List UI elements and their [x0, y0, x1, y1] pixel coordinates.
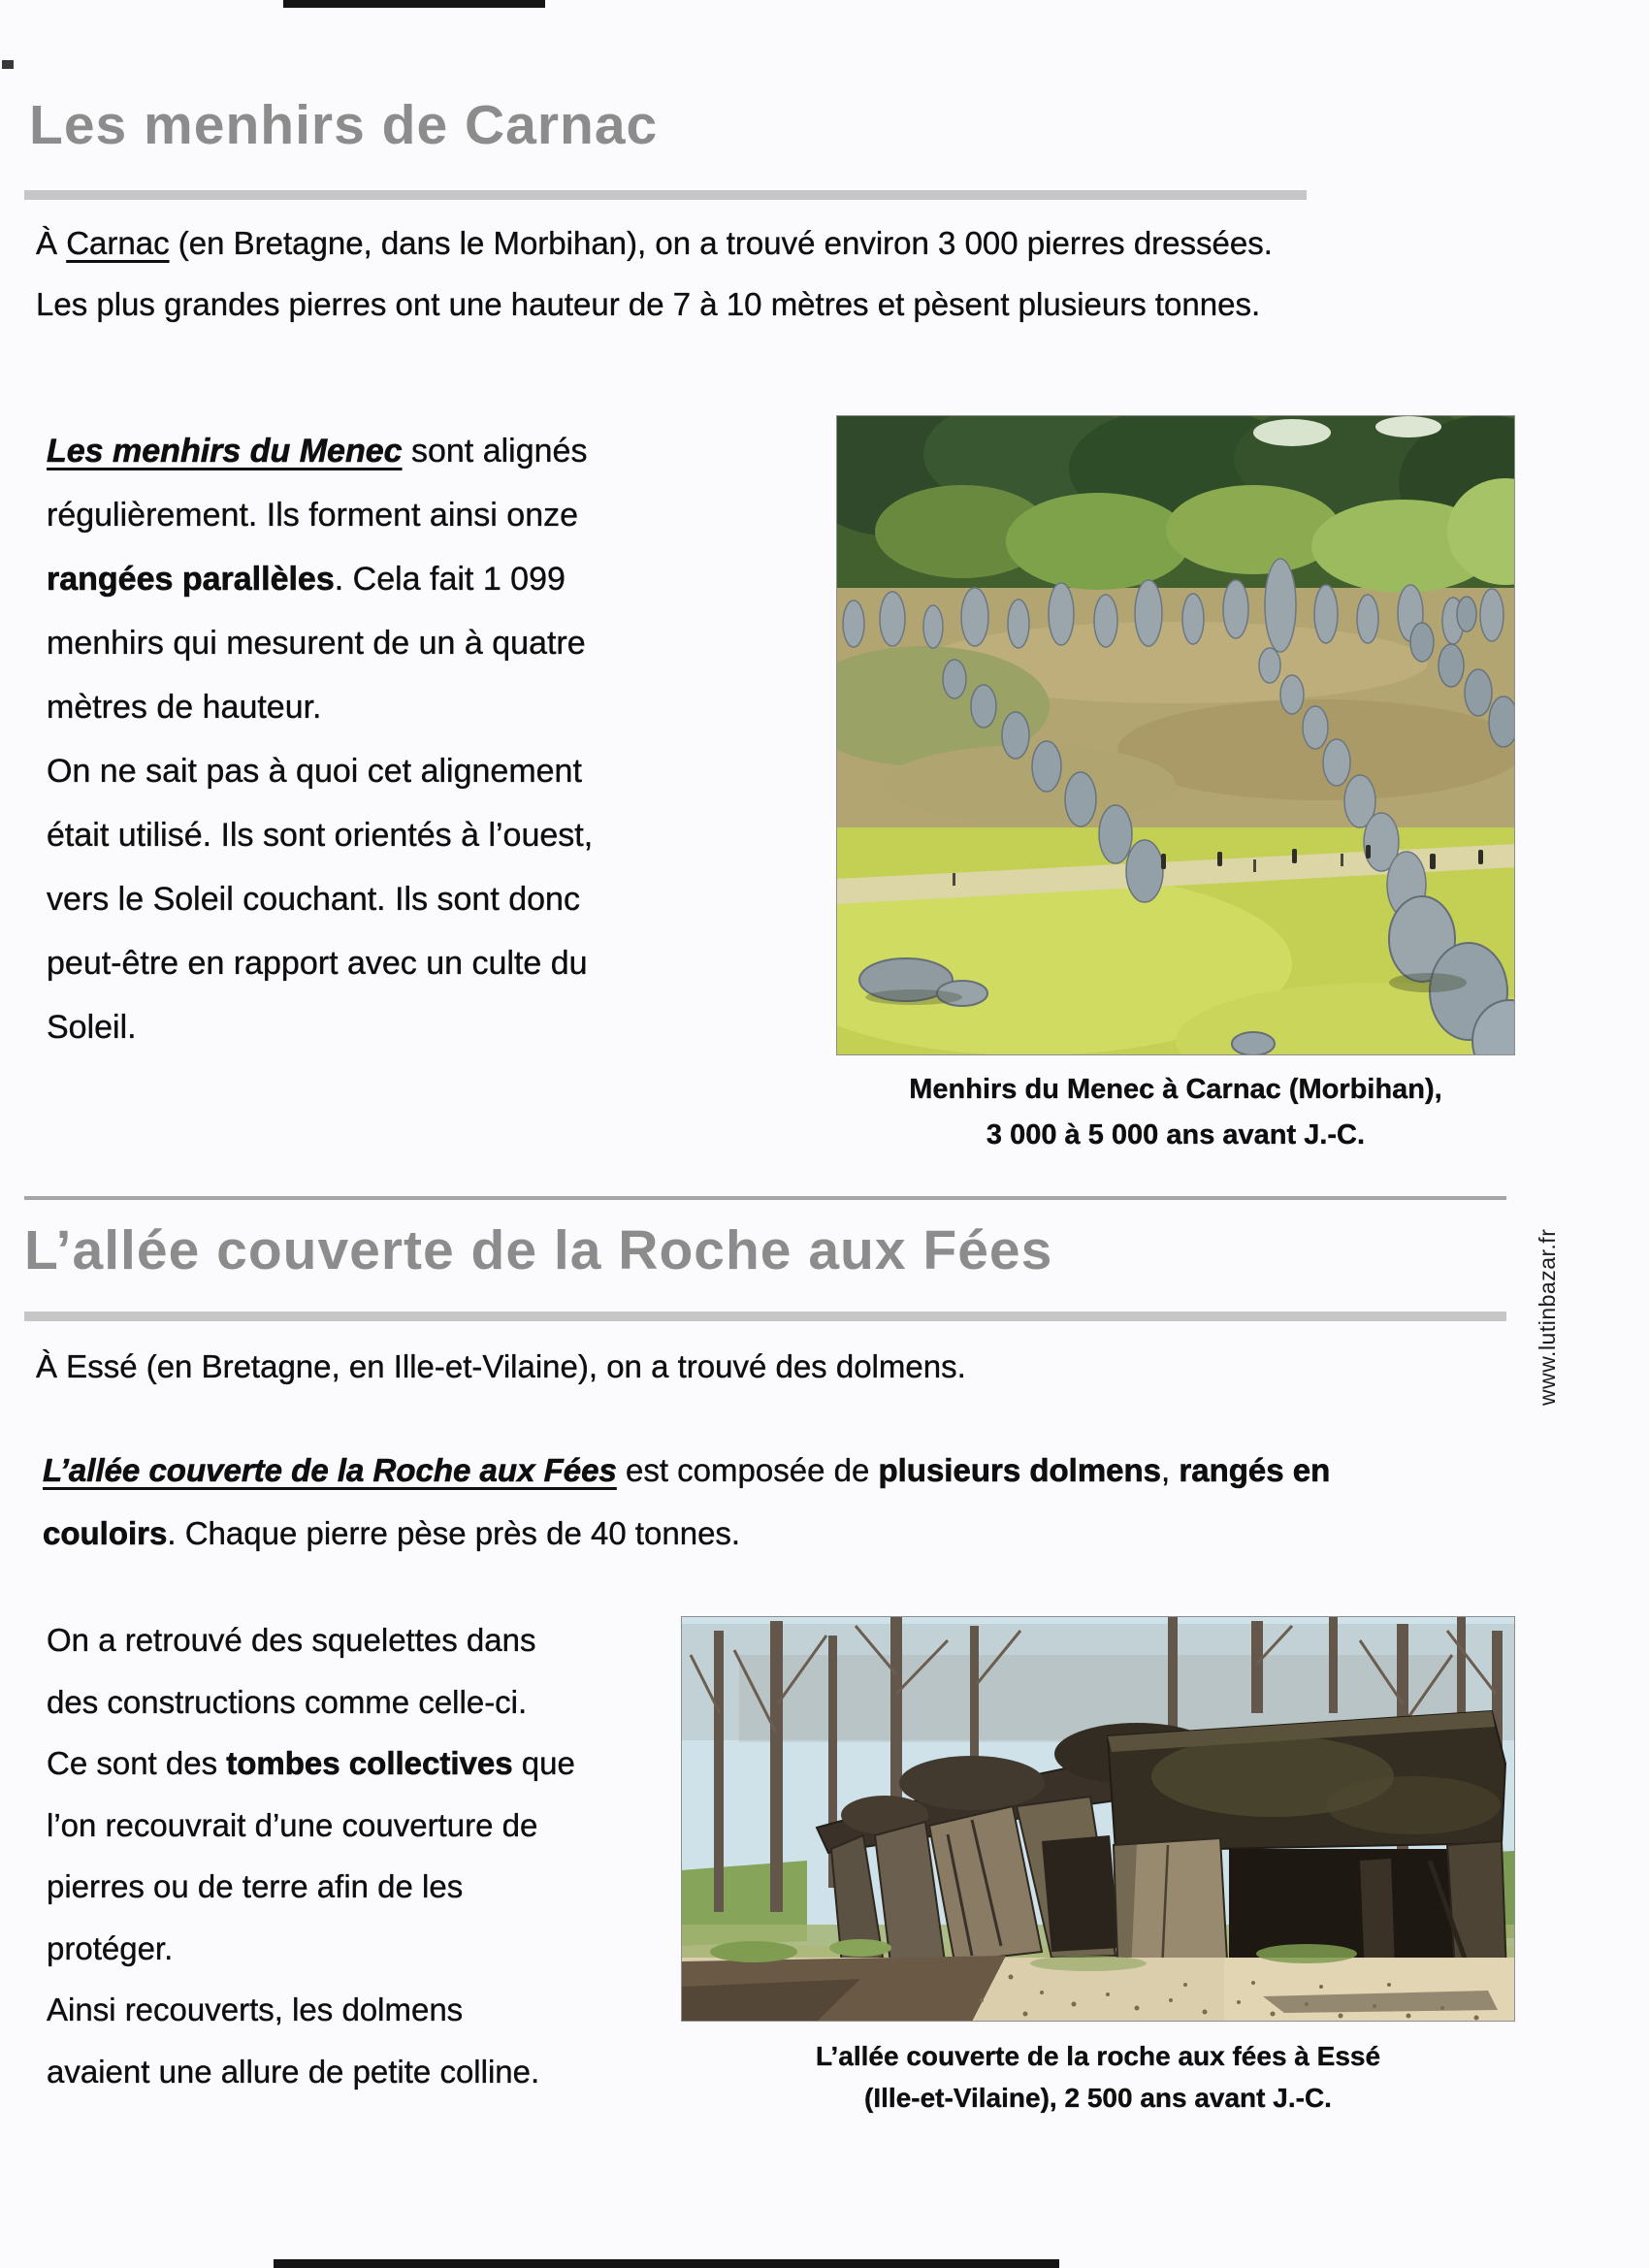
- photo-caption-line: L’allée couverte de la roche aux fées à Essé: [815, 2041, 1381, 2071]
- text-line: avaient une allure de petite colline.: [47, 2054, 540, 2090]
- section1-intro-line-1: À Carnac (en Bretagne, dans le Morbihan), on a trouvé environ 3 000 pierres dressées.: [36, 225, 1273, 261]
- section2-intro-line: À Essé (en Bretagne, en Ille-et-Vilaine), on a trouvé des dolmens.: [36, 1348, 966, 1384]
- text-line: pierres ou de terre afin de les: [47, 1868, 464, 1904]
- section1-title-rule: [24, 190, 1307, 200]
- text-line: rangées parallèles. Cela fait 1 099: [47, 561, 566, 598]
- scan-artifact-left: [2, 60, 14, 69]
- text-line: Soleil.: [47, 1009, 137, 1046]
- section-divider-line: [24, 1196, 1506, 1200]
- roche-aux-fees-photo: [681, 1616, 1515, 2022]
- text-line: Ce sont des tombes collectives que: [47, 1745, 575, 1781]
- section2-title: L’allée couverte de la Roche aux Fées: [24, 1219, 1053, 1281]
- photo-caption-line: (Ille-et-Vilaine), 2 500 ans avant J.-C.: [864, 2083, 1332, 2113]
- text-line: des constructions comme celle-ci.: [47, 1684, 528, 1720]
- text-line: l’on recouvrait d’une couverture de: [47, 1807, 538, 1843]
- text-line: On ne sait pas à quoi cet alignement: [47, 753, 582, 790]
- photo2-caption: [681, 2035, 1515, 2119]
- text-line: peut-être en rapport avec un culte du: [47, 945, 588, 982]
- text-line: était utilisé. Ils sont orientés à l’ouest,: [47, 817, 594, 854]
- text-line: Ainsi recouverts, les dolmens: [47, 1992, 464, 2027]
- text-line: vers le Soleil couchant. Ils sont donc: [47, 881, 580, 918]
- text-line: régulièrement. Ils forment ainsi onze: [47, 497, 579, 534]
- carnac-menhirs-photo: [836, 415, 1515, 1055]
- scan-artifact-top: [283, 0, 545, 8]
- section2-title-rule: [24, 1312, 1506, 1321]
- text-line: Les menhirs du Menec sont alignés: [47, 433, 588, 470]
- text-line: menhirs qui mesurent de un à quatre: [47, 625, 586, 662]
- section2-para-line-2: couloirs. Chaque pierre pèse près de 40 tonnes.: [43, 1515, 741, 1551]
- text-line: mètres de hauteur.: [47, 689, 322, 726]
- watermark-url: www.lutinbazar.fr: [1535, 1228, 1560, 1406]
- photo1-caption: [836, 1067, 1515, 1158]
- scan-artifact-bottom: [274, 2259, 1059, 2268]
- section1-title: Les menhirs de Carnac: [29, 94, 659, 156]
- photo-caption-line: 3 000 à 5 000 ans avant J.-C.: [986, 1119, 1366, 1150]
- text-line: On a retrouvé des squelettes dans: [47, 1622, 536, 1658]
- text-line: protéger.: [47, 1930, 174, 1966]
- photo-caption-line: Menhirs du Menec à Carnac (Morbihan),: [909, 1074, 1442, 1105]
- section1-intro-line-2: Les plus grandes pierres ont une hauteur de 7 à 10 mètres et pèsent plusieurs tonnes.: [36, 286, 1261, 322]
- section2-para-line-1: L’allée couverte de la Roche aux Fées est composée de plusieurs dolmens, rangés en: [43, 1452, 1331, 1488]
